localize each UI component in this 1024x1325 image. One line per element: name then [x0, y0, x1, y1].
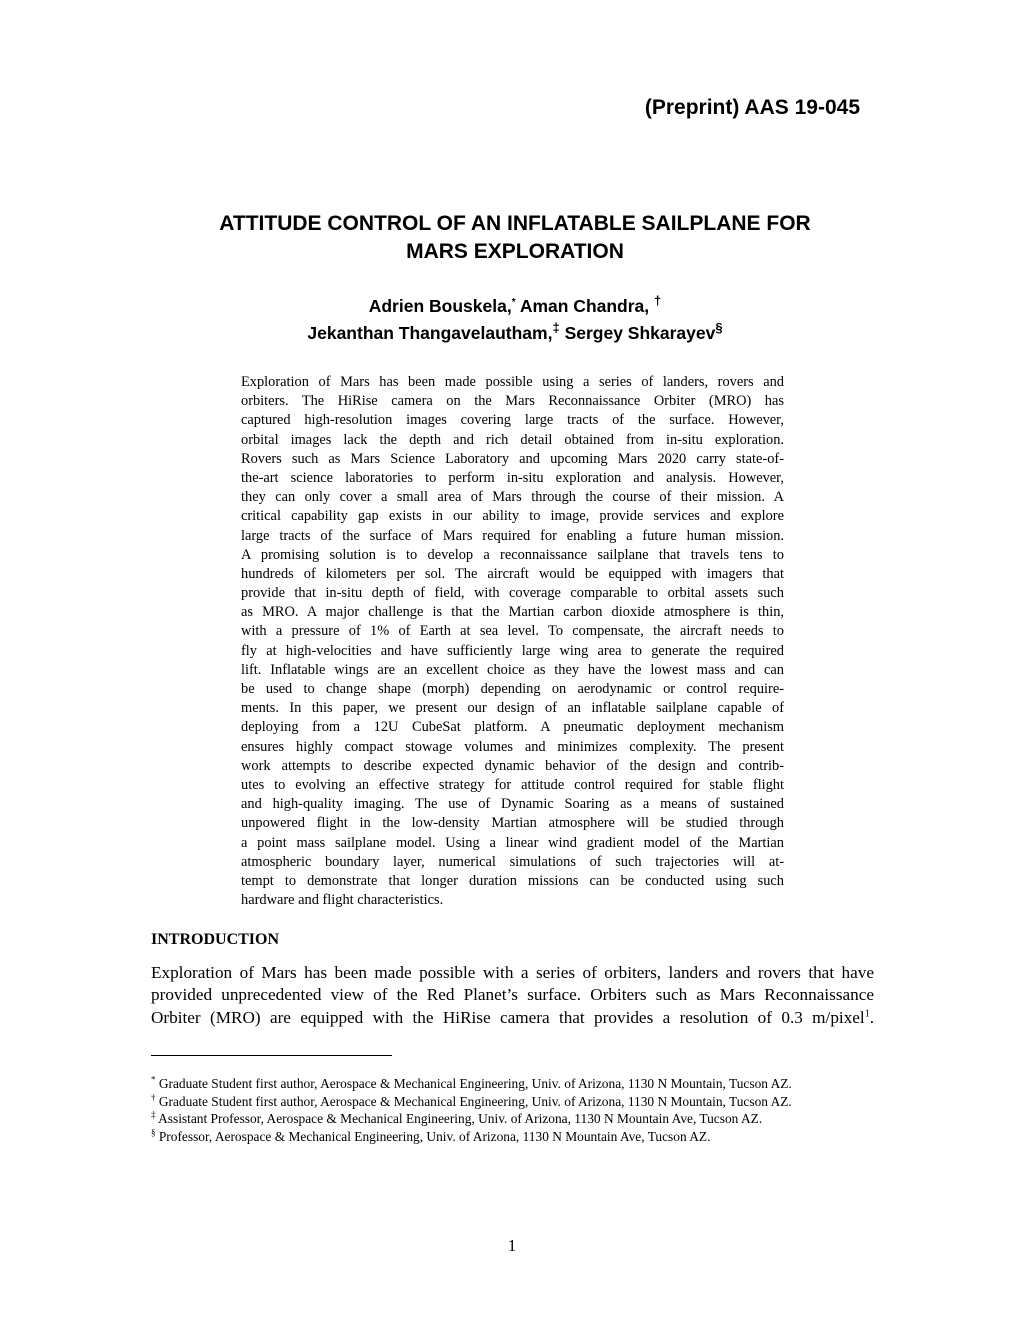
abstract-line: ments. In this paper, we present our design of an inflatable sailplane capable of — [241, 700, 784, 717]
author-name: Adrien Bouskela, — [368, 296, 512, 316]
footnote-marker: § — [715, 320, 723, 336]
preprint-label: (Preprint) AAS 19-045 — [644, 96, 860, 119]
abstract-line: unpowered flight in the low-density Martian atmosphere will be studied through — [241, 815, 784, 832]
footnote-text: Graduate Student first author, Aerospace & Mechanical Engineering, Univ. of Arizona, 1130 N Mountain, Tucson AZ. — [158, 1076, 792, 1091]
footnote — [151, 1128, 792, 1146]
abstract-line: A promising solution is to develop a reconnaissance sailplane that travels tens to — [241, 546, 784, 563]
abstract-line: lift. Inflatable wings are an excellent choice as they have the lowest mass and can — [241, 661, 784, 678]
author-name: Jekanthan Thangavelautham, — [307, 323, 553, 343]
footnote-text: Graduate Student first author, Aerospace & Mechanical Engineering, Univ. of Arizona, 1130 N Mountain, Tucson AZ. — [158, 1093, 792, 1109]
intro-line: Exploration of Mars has been made possible with a series of orbiters, landers and rovers that have — [151, 963, 874, 982]
footnote-marker: ‡ — [552, 320, 560, 336]
abstract-line: and high-quality imaging. The use of Dynamic Soaring as a means of sustained — [241, 796, 784, 813]
footnote-marker: ‡ — [151, 1109, 156, 1120]
author-name: Sergey Shkarayev — [564, 323, 716, 343]
abstract-line: large tracts of the surface of Mars required for enabling a future human mission. — [241, 527, 784, 544]
abstract-line: with a pressure of 1% of Earth at sea level. To compensate, the aircraft needs to — [241, 623, 784, 640]
abstract-line: the-art science laboratories to perform in-situ exploration and analysis. However, — [241, 469, 784, 486]
abstract-line: hundreds of kilometers per sol. The aircraft would be equipped with imagers that — [241, 565, 784, 582]
abstract-line: work attempts to describe expected dynamic behavior of the design and contrib- — [241, 757, 784, 774]
footnote-marker: * — [511, 297, 516, 309]
footnote-marker: † — [151, 1092, 156, 1103]
footnote-text: Professor, Aerospace & Mechanical Engineering, Univ. of Arizona, 1130 N Mountain Ave, Tucson AZ. — [158, 1128, 711, 1144]
abstract-line: orbiters. The HiRise camera on the Mars Reconnaissance Orbiter (MRO) has — [241, 393, 784, 410]
intro-line: provided unprecedented view of the Red Planet’s surface. Orbiters such as Mars Reconnaissance — [151, 985, 874, 1005]
footnote-marker: § — [151, 1127, 156, 1138]
footnote — [151, 1093, 792, 1111]
abstract-line: utes to evolving an effective strategy for attitude control required for stable flight — [241, 776, 784, 793]
abstract — [241, 373, 784, 910]
author-line-1 — [150, 293, 880, 320]
footnote-marker: † — [654, 293, 662, 309]
abstract-line: fly at high-velocities and have sufficiently large wing area to generate the required — [241, 642, 784, 659]
title-line-2: MARS EXPLORATION — [406, 240, 624, 263]
section-heading-introduction: INTRODUCTION — [151, 931, 280, 948]
abstract-line: critical capability gap exists in our ability to image, provide services and explore — [241, 508, 784, 525]
intro-line-end: . — [869, 1007, 874, 1027]
abstract-line: deploying from a 12U CubeSat platform. A pneumatic deployment mechanism — [241, 719, 784, 736]
abstract-line: a point mass sailplane model. Using a linear wind gradient model of the Martian — [241, 834, 784, 851]
abstract-line: captured high-resolution images covering large tracts of the surface. However, — [241, 412, 784, 429]
title-line-1: ATTITUDE CONTROL OF AN INFLATABLE SAILPLANE FOR — [219, 212, 811, 235]
abstract-line: Exploration of Mars has been made possible using a series of landers, rovers and — [241, 374, 784, 390]
footnote — [151, 1110, 792, 1128]
footnote-divider — [151, 1055, 392, 1056]
abstract-line: provide that in-situ depth of field, with coverage comparable to orbital assets such — [241, 585, 784, 602]
abstract-line: atmospheric boundary layer, numerical simulations of such trajectories will at- — [241, 853, 784, 870]
footnote — [151, 1075, 792, 1093]
abstract-line: as MRO. A major challenge is that the Martian carbon dioxide atmosphere is thin, — [241, 604, 784, 621]
footnote-marker: * — [151, 1074, 156, 1085]
intro-line-text: Orbiter (MRO) are equipped with the HiRise camera that provides a resolution of 0.3 m/pixel — [151, 1007, 865, 1027]
abstract-line: be used to change shape (morph) depending on aerodynamic or control require- — [241, 681, 784, 697]
abstract-line: orbital images lack the depth and rich detail obtained from in-situ exploration. — [241, 431, 784, 448]
page-number: 1 — [507, 1236, 517, 1255]
reference-marker[interactable]: 1 — [864, 1008, 870, 1020]
abstract-line: hardware and flight characteristics. — [241, 892, 444, 909]
abstract-line: they can only cover a small area of Mars through the course of their mission. A — [241, 489, 784, 506]
abstract-line: Rovers such as Mars Science Laboratory and upcoming Mars 2020 carry state-of- — [241, 450, 784, 467]
author-line-2 — [150, 320, 880, 347]
abstract-line: ensures highly compact stowage volumes and minimizes complexity. The present — [241, 738, 784, 755]
footnote-text: Assistant Professor, Aerospace & Mechanical Engineering, Univ. of Arizona, 1130 N Mountain Ave, Tucson AZ. — [158, 1111, 763, 1127]
introduction-paragraph — [151, 962, 874, 1029]
intro-line — [151, 1007, 874, 1029]
abstract-line: tempt to demonstrate that longer duration missions can be conducted using such — [241, 872, 784, 889]
footnotes — [151, 1075, 792, 1145]
author-name: Aman Chandra, — [519, 296, 650, 316]
paper-title — [150, 210, 880, 266]
author-list — [150, 293, 880, 347]
